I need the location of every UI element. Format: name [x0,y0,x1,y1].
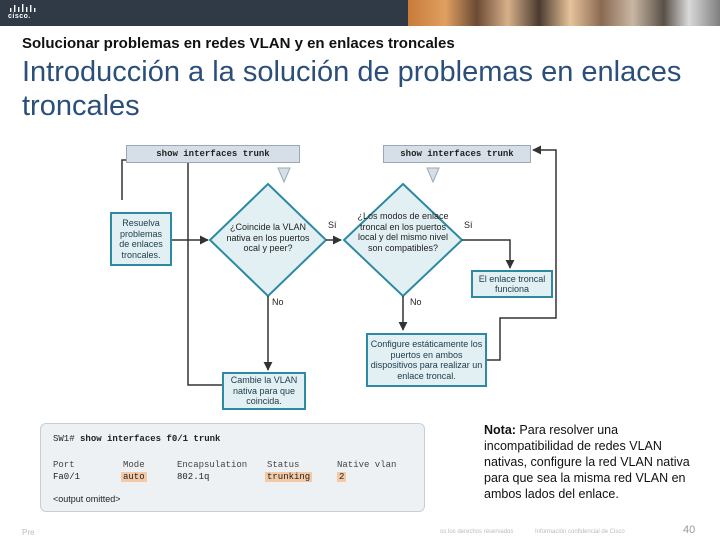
decision-right-text: ¿Los modos de enlace troncal en los puertos local y del mismo nivel son compatibles? [357,211,449,253]
decision-left-text: ¿Coincide la VLAN nativa en los puertos ocal y peer? [226,222,310,253]
box-change-native-vlan: Cambie la VLAN nativa para que coincida. [222,372,306,410]
box-trunk-works: El enlace troncal funciona [471,270,553,298]
console-output-omitted: <output omitted> [53,494,121,504]
label-no-right: No [410,297,422,307]
console-value-port: Fa0/1 [53,472,81,482]
cisco-logo-text: cisco. [8,13,31,20]
console-value-encapsulation: 802.1q [177,472,210,482]
label-yes-left: Sí [328,220,337,230]
section-subtitle: Solucionar problemas en redes VLAN y en enlaces troncales [22,35,455,52]
box-configure-static: Configure estáticamente los puertos en ambos dispositivos para realizar un enlace troncal. [366,333,487,387]
console-header-native-vlan: Native vlan [337,460,397,470]
page-number: 40 [683,524,696,536]
console-header-encapsulation: Encapsulation [177,460,248,470]
note-body: Para resolver una incompatibilidad de redes VLAN nativas, configure la red VLAN nativa para que sea la misma red VLAN en ambos lados del enlace. [484,423,690,501]
command-box-right: show interfaces trunk [383,145,531,163]
console-value-native-vlan: 2 [339,472,345,482]
console-header-mode: Mode [123,460,145,470]
footer-left: Pre [22,528,35,537]
console-prompt: SW1# [53,434,75,444]
console-value-status: trunking [267,472,311,482]
console-value-mode: auto [123,472,145,482]
page-title: Introducción a la solución de problemas en enlaces troncales [22,56,682,122]
console-header-port: Port [53,460,75,470]
footer-rights: os los derechos reservados [440,529,514,535]
console-output [40,423,425,512]
command-box-left: show interfaces trunk [126,145,300,163]
note-label: Nota: [484,423,516,437]
box-resolve-trunk: Resuelva problemas de enlaces troncales. [110,212,172,266]
label-no-left: No [272,297,284,307]
note-text [484,422,694,502]
label-yes-right: Sí [464,220,473,230]
console-command: show interfaces f0/1 trunk [80,434,221,444]
footer-confidential: Información confidencial de Cisco [535,529,625,535]
console-command-line [53,434,220,444]
console-header-status: Status [267,460,300,470]
